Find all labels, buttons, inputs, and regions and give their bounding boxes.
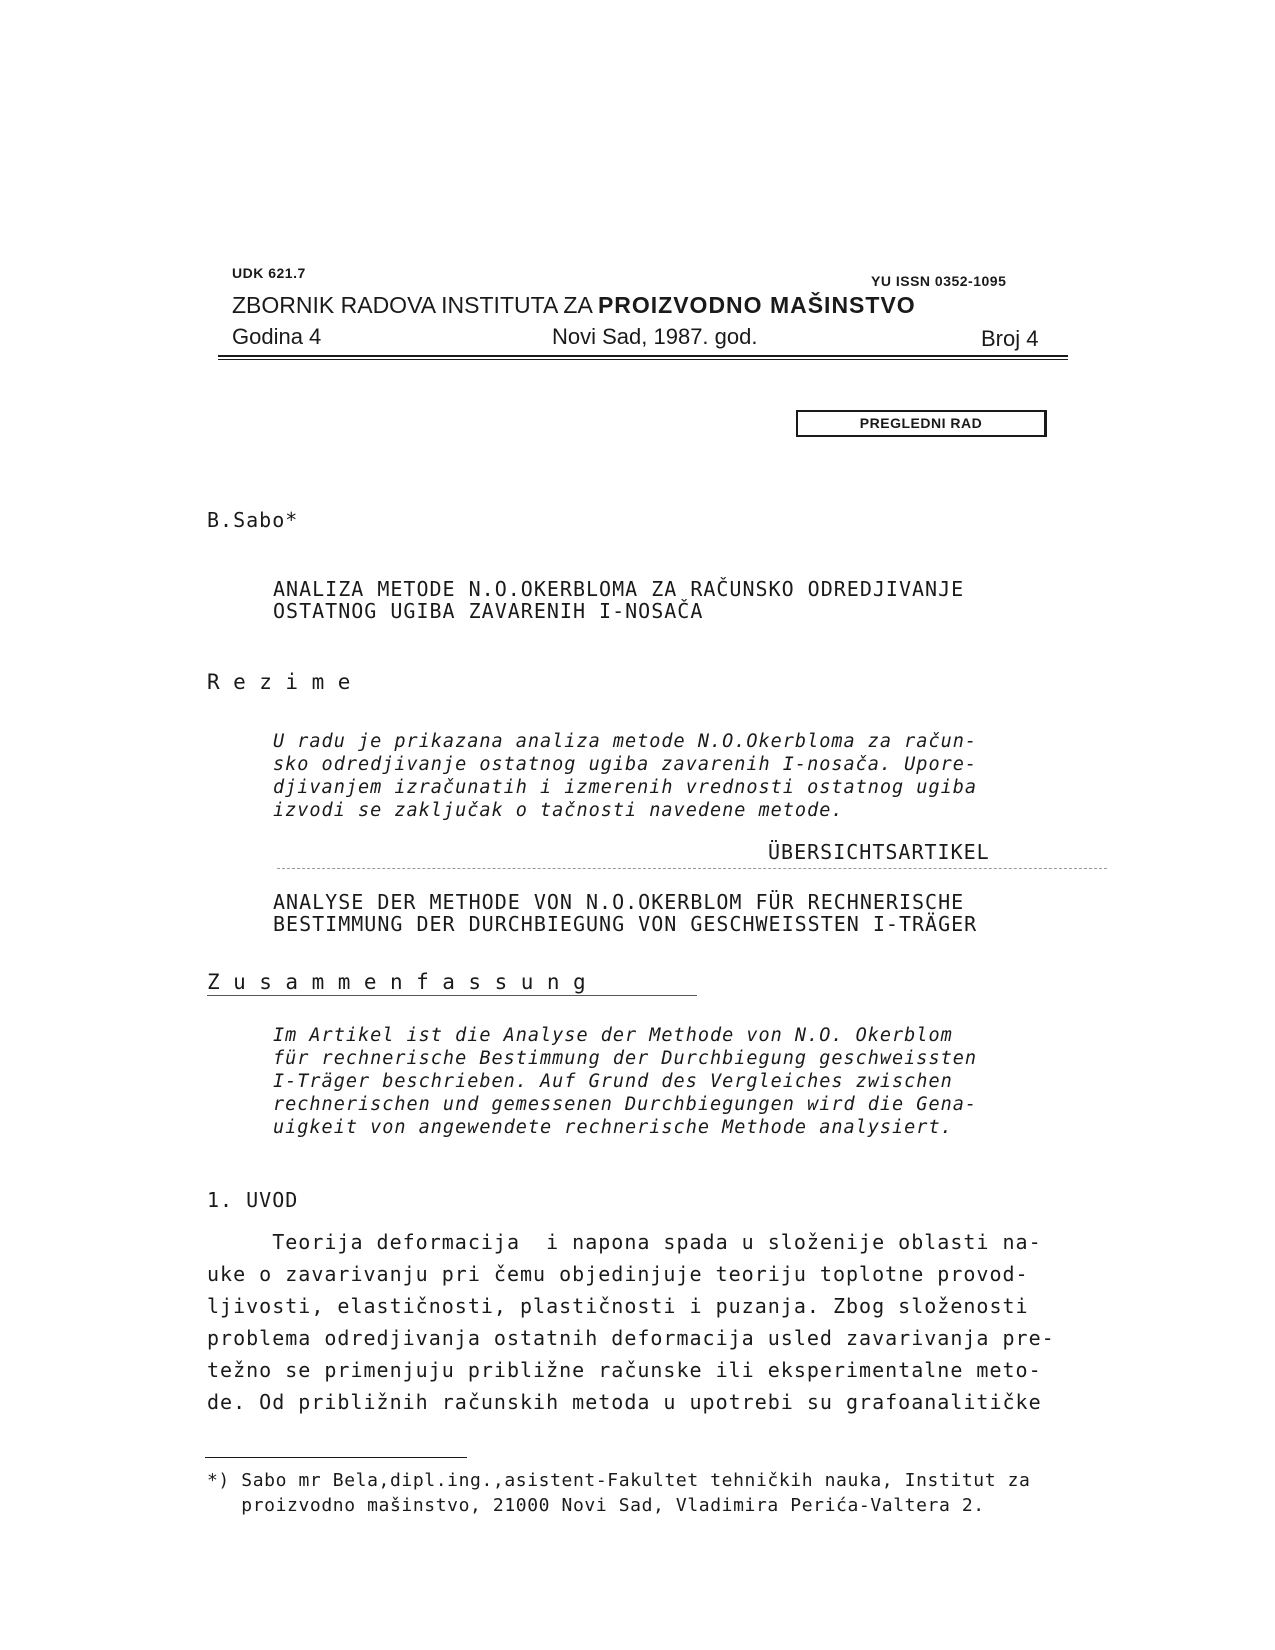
zusammenfassung-heading: Zusammenfassung [207, 970, 600, 994]
abstract-serbian: U radu je prikazana analiza metode N.O.Okerbloma za račun- sko odredjivanje ostatnog ugiba zavarenih I-nosača. Upore- djivanjem izračunatih i izmerenih vrednosti ostatnog ugiba izvodi se zaključak o tačnosti navedene metode. [273, 731, 978, 821]
footnote-rule [205, 1457, 467, 1458]
abstract-german: Im Artikel ist die Analyse der Methode von N.O. Okerblom für rechnerische Bestimmung der Durchbiegung geschweissten I-Träger beschrieben. Auf Grund des Vergleiches zwischen rechnerischen und gemessenen Durchbiegungen wird die Gena- uigkeit von angewendete rechnerische Methode analysiert. [273, 1025, 978, 1138]
article-category-box: PREGLEDNI RAD [796, 410, 1047, 437]
header-rule-thin [218, 359, 1068, 360]
journal-place-date: Novi Sad, 1987. god. [552, 324, 758, 349]
issn-code: YU ISSN 0352-1095 [871, 273, 1007, 289]
journal-year: Godina 4 [232, 324, 322, 349]
journal-title [232, 292, 916, 319]
title-german: ANALYSE DER METHODE VON N.O.OKERBLOM FÜR RECHNERISCHE BESTIMMUNG DER DURCHBIEGUNG VON GESCHWEISSTEN I-TRÄGER [273, 890, 978, 936]
journal-issue: Broj 4 [981, 326, 1039, 351]
separator-line [277, 868, 1107, 869]
title-serbian: ANALIZA METODE N.O.OKERBLOMA ZA RAČUNSKO ODREDJIVANJE OSTATNOG UGIBA ZAVARENIH I-NOSAČA [273, 577, 965, 623]
journal-title-normal: ZBORNIK RADOVA INSTITUTA ZA [232, 292, 598, 318]
journal-title-bold: PROIZVODNO MAŠINSTVO [597, 292, 916, 318]
body-paragraph: Teorija deformacija i napona spada u složenije oblasti na- uke o zavarivanju pri čemu objedinjuje teoriju toplotne provod- ljivosti, elastičnosti, plastičnosti i puzanja. Zbog složenosti problema odredjivanja ostatnih deformacija usled zavarivanja pre- težno se primenjuju približne računske ili eksperimentalne meto- de. Od približnih računskih metoda u upotrebi su grafoanalitičke [207, 1230, 1055, 1414]
header-rule [218, 355, 1068, 357]
article-category-german: ÜBERSICHTSARTIKEL [768, 840, 990, 864]
author: B.Sabo* [207, 508, 299, 532]
udk-code: UDK 621.7 [232, 265, 306, 281]
footnote: *) Sabo mr Bela,dipl.ing.,asistent-Fakultet tehničkih nauka, Institut za proizvodno mašinstvo, 21000 Novi Sad, Vladimira Perića-Valtera 2. [207, 1470, 1031, 1516]
zusammenfassung-underline [207, 995, 697, 996]
rezime-heading: Rezime [207, 670, 364, 694]
section-heading: 1. UVOD [207, 1188, 299, 1212]
